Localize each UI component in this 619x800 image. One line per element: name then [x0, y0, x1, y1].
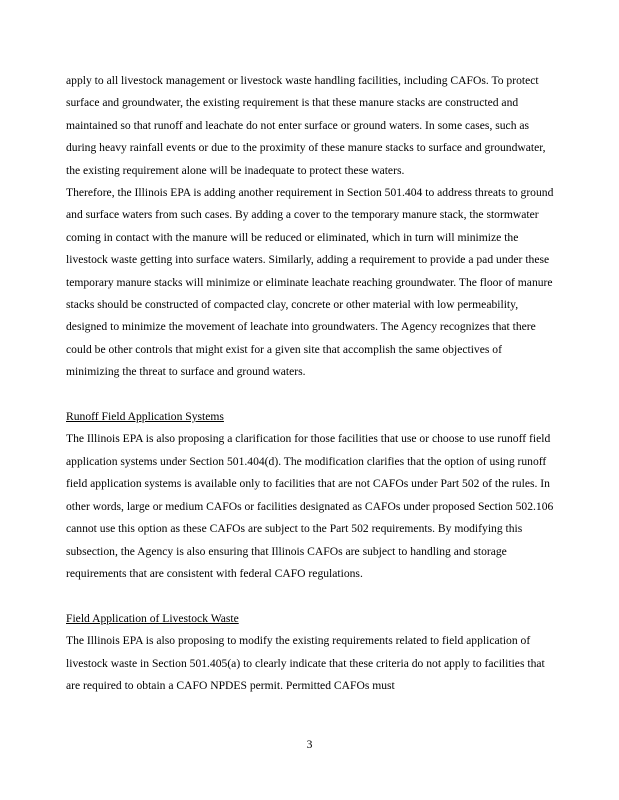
heading-runoff-field-application: Runoff Field Application Systems	[66, 410, 224, 424]
document-body	[66, 70, 556, 697]
paragraph-runoff-field-application: The Illinois EPA is also proposing a clarification for those facilities that use or choose to use runoff field application systems under Section 501.404(d). The modification clarifies that the option of using runoff field application systems is available only to facilities that are not CAFOs under Part 502 of the rules. In other words, large or medium CAFOs or facilities designated as CAFOs under proposed Section 502.106 cannot use this option as these CAFOs are subject to the Part 502 requirements. By modifying this subsection, the Agency is also ensuring that Illinois CAFOs are subject to handling and storage requirements that are consistent with federal CAFO regulations.	[66, 432, 554, 580]
paragraph-therefore: Therefore, the Illinois EPA is adding another requirement in Section 501.404 to address threats to ground and surface waters from such cases. By adding a cover to the temporary manure stack, the stormwater coming in contact with the manure will be reduced or eliminated, which in turn will minimize the livestock waste getting into surface waters. Similarly, adding a requirement to provide a pad under these temporary manure stacks will minimize or eliminate leachate reaching groundwater. The floor of manure stacks should be constructed of compacted clay, concrete or other material with low permeability, designed to minimize the movement of leachate into groundwaters. The Agency recognizes that there could be other controls that might exist for a given site that accomplish the same objectives of minimizing the threat to surface and ground waters.	[66, 186, 554, 379]
paragraph-manure-stacks: apply to all livestock management or livestock waste handling facilities, including CAFOs. To protect surface and groundwater, the existing requirement is that these manure stacks are constructed and maintained so that runoff and leachate do not enter surface or ground waters. In some cases, such as during heavy rainfall events or due to the proximity of these manure stacks to surface and groundwater, the existing requirement alone will be inadequate to protect these waters.	[66, 74, 546, 177]
paragraph-field-application: The Illinois EPA is also proposing to modify the existing requirements related to field application of livestock waste in Section 501.405(a) to clearly indicate that these criteria do not apply to facilities that are required to obtain a CAFO NPDES permit. Permitted CAFOs must	[66, 634, 545, 692]
page-number: 3	[306, 738, 313, 751]
heading-field-application-livestock-waste: Field Application of Livestock Waste	[66, 611, 239, 625]
